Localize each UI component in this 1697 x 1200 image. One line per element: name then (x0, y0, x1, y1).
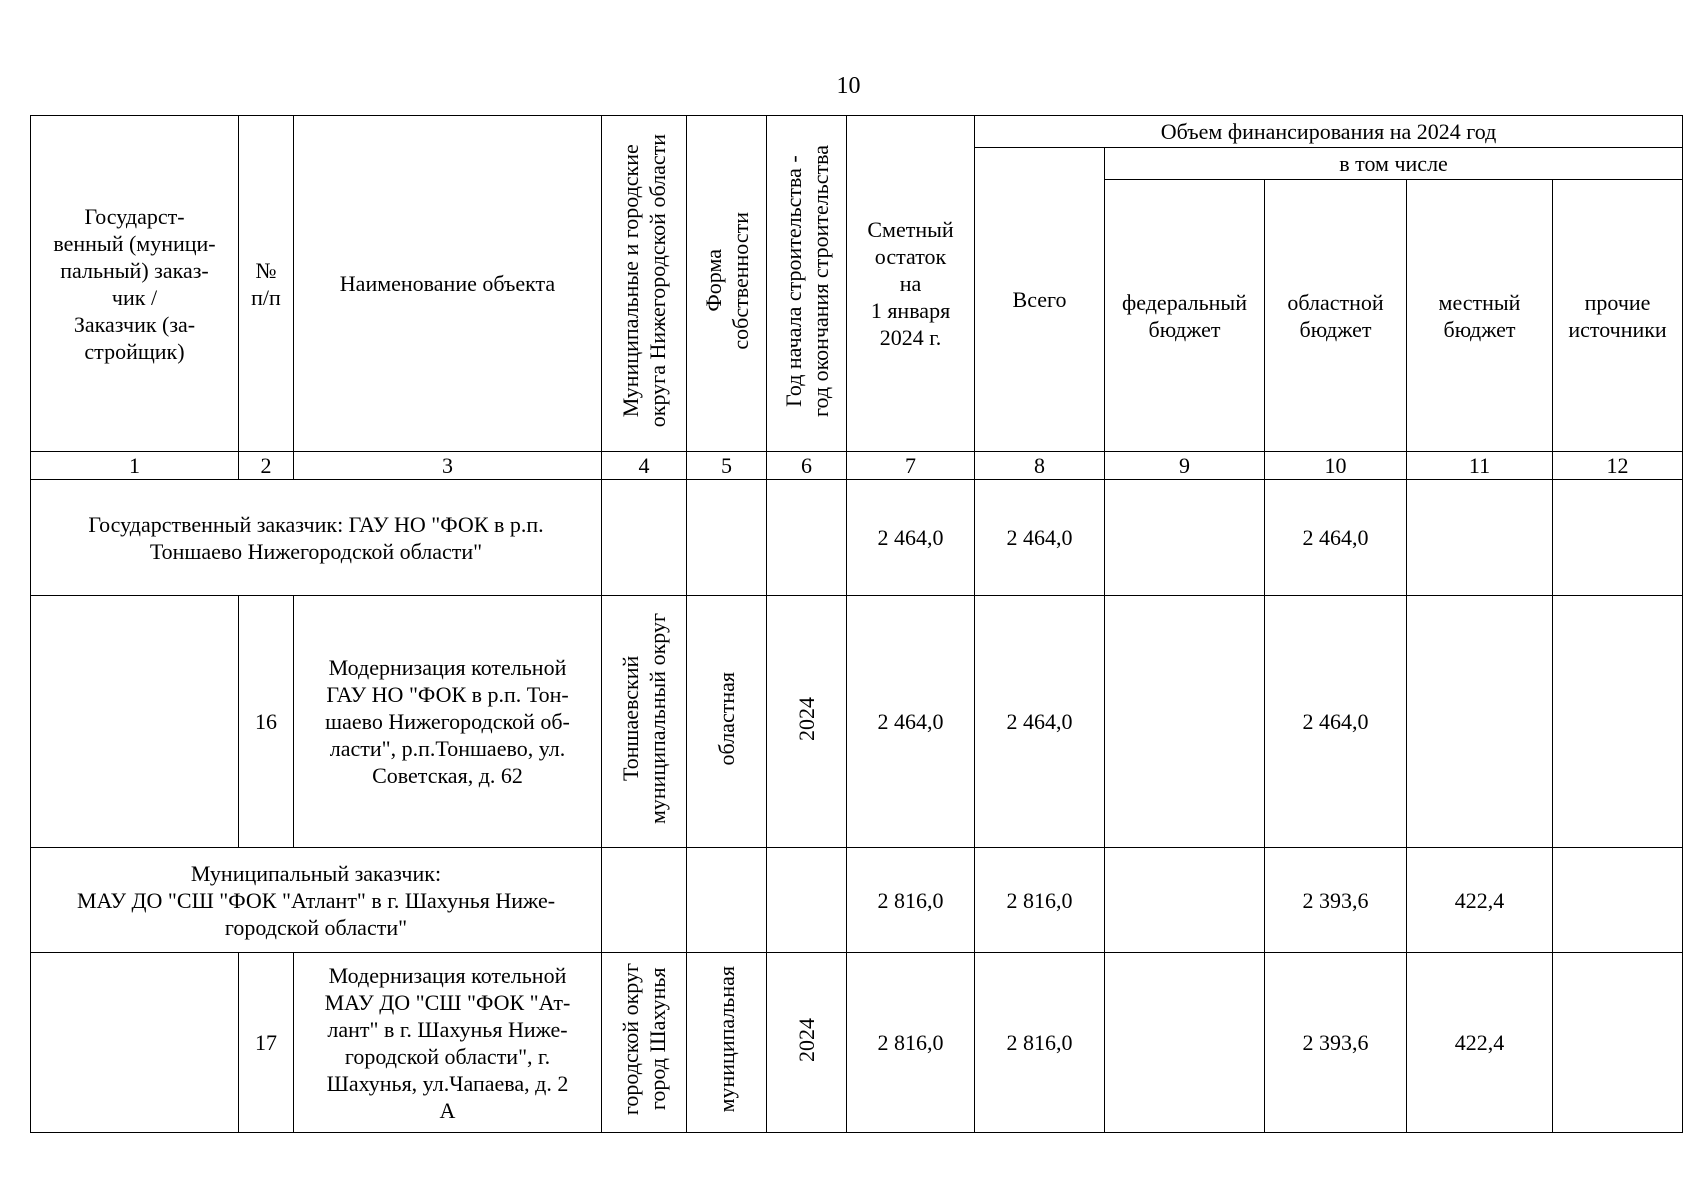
header-federal: федеральный бюджет (1105, 180, 1265, 452)
table-row (31, 848, 1683, 953)
header-funding-group: Объем финансирования на 2024 год (975, 116, 1683, 148)
object-name: Модернизация котельной ГАУ НО "ФОК в р.п. Тон- шаево Нижегородской об- ласти", р.п.Тоншаево, ул. Советская, д. 62 (294, 596, 602, 848)
municipality-cell (602, 848, 687, 953)
header-estimate: Сметный остаток на 1 января 2024 г. (847, 116, 975, 452)
federal-cell (1105, 848, 1265, 953)
column-numbers-row (31, 452, 1683, 480)
municipality-cell: Тоншаевский муниципальный округ (602, 596, 687, 848)
total-cell: 2 464,0 (975, 596, 1105, 848)
header-customer: Государст- венный (муници- пальный) заказ- чик / Заказчик (за- стройщик) (31, 116, 239, 452)
years-cell (767, 848, 847, 953)
header-other: прочие источники (1553, 180, 1683, 452)
row-number: 16 (239, 596, 294, 848)
total-cell: 2 464,0 (975, 480, 1105, 596)
estimate-cell: 2 464,0 (847, 596, 975, 848)
column-number: 2 (239, 452, 294, 480)
table-row (31, 953, 1683, 1133)
header-local: местный бюджет (1407, 180, 1553, 452)
customer-name: Государственный заказчик: ГАУ НО "ФОК в р.п. Тоншаево Нижегородской области" (31, 480, 602, 596)
ownership-cell (687, 480, 767, 596)
column-number: 1 (31, 452, 239, 480)
header-regional: областной бюджет (1265, 180, 1407, 452)
other-cell (1553, 953, 1683, 1133)
header-including: в том числе (1105, 148, 1683, 180)
column-number: 4 (602, 452, 687, 480)
column-number: 8 (975, 452, 1105, 480)
customer-name: Муниципальный заказчик: МАУ ДО "СШ "ФОК "Атлант" в г. Шахунья Ниже- городской области" (31, 848, 602, 953)
federal-cell (1105, 480, 1265, 596)
header-object-name: Наименование объекта (294, 116, 602, 452)
municipality-cell (602, 480, 687, 596)
regional-cell: 2 464,0 (1265, 480, 1407, 596)
header-years: Год начала строительства - год окончания строительства (767, 116, 847, 452)
column-number: 12 (1553, 452, 1683, 480)
estimate-cell: 2 464,0 (847, 480, 975, 596)
estimate-cell: 2 816,0 (847, 953, 975, 1133)
years-cell (767, 480, 847, 596)
regional-cell: 2 393,6 (1265, 953, 1407, 1133)
local-cell: 422,4 (1407, 848, 1553, 953)
column-number: 11 (1407, 452, 1553, 480)
other-cell (1553, 848, 1683, 953)
header-row (31, 116, 1683, 148)
customer-cell (31, 596, 239, 848)
column-number: 7 (847, 452, 975, 480)
total-cell: 2 816,0 (975, 848, 1105, 953)
capital-investment-table (30, 115, 1683, 1133)
federal-cell (1105, 953, 1265, 1133)
page-number: 10 (836, 73, 861, 99)
column-number: 10 (1265, 452, 1407, 480)
total-cell: 2 816,0 (975, 953, 1105, 1133)
column-number: 9 (1105, 452, 1265, 480)
local-cell (1407, 596, 1553, 848)
header-ownership: Форма собственности (687, 116, 767, 452)
object-name: Модернизация котельной МАУ ДО "СШ "ФОК "Ат- лант" в г. Шахунья Ниже- городской области", г. Шахунья, ул.Чапаева, д. 2 А (294, 953, 602, 1133)
ownership-cell (687, 848, 767, 953)
years-cell: 2024 (767, 596, 847, 848)
federal-cell (1105, 596, 1265, 848)
local-cell (1407, 480, 1553, 596)
estimate-cell: 2 816,0 (847, 848, 975, 953)
ownership-cell: муниципальная (687, 953, 767, 1133)
row-number: 17 (239, 953, 294, 1133)
regional-cell: 2 464,0 (1265, 596, 1407, 848)
table-row (31, 596, 1683, 848)
column-number: 5 (687, 452, 767, 480)
other-cell (1553, 596, 1683, 848)
customer-cell (31, 953, 239, 1133)
other-cell (1553, 480, 1683, 596)
ownership-cell: областная (687, 596, 767, 848)
column-number: 6 (767, 452, 847, 480)
header-num: № п/п (239, 116, 294, 452)
local-cell: 422,4 (1407, 953, 1553, 1133)
regional-cell: 2 393,6 (1265, 848, 1407, 953)
column-number: 3 (294, 452, 602, 480)
header-municipality: Муниципальные и городские округа Нижегородской области (602, 116, 687, 452)
header-total: Всего (975, 148, 1105, 452)
table-row (31, 480, 1683, 596)
years-cell: 2024 (767, 953, 847, 1133)
municipality-cell: городской округ город Шахунья (602, 953, 687, 1133)
